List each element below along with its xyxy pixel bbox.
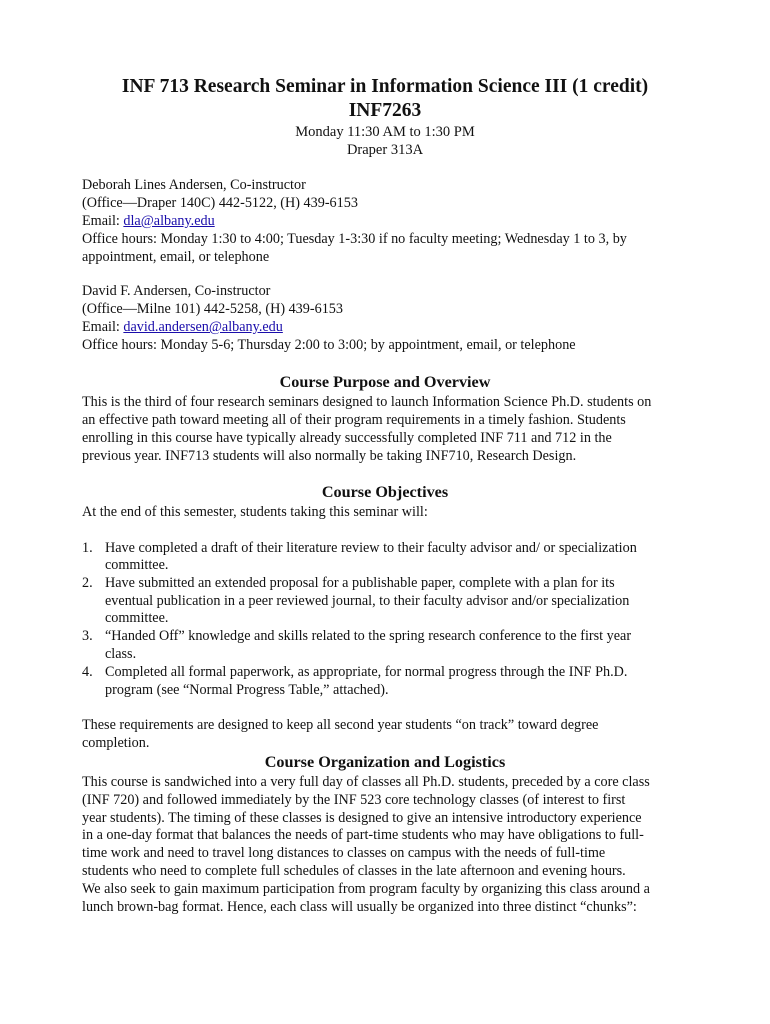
objectives-closing: These requirements are designed to keep all second year students “on track” toward degree	[82, 717, 599, 733]
objectives-intro: At the end of this semester, students taking this seminar will:	[82, 504, 428, 520]
course-code: INF7263	[348, 100, 422, 121]
instructor-2-email-link[interactable]: david.andersen@albany.edu	[123, 319, 283, 335]
list-item: committee.	[105, 557, 169, 573]
organization-line: students who need to complete full schedules of classes in the late afternoon and evening hours.	[82, 863, 626, 879]
list-item: Completed all formal paperwork, as appropriate, for normal progress through the INF Ph.D.	[105, 664, 628, 680]
organization-line: (INF 720) and followed immediately by the INF 523 core technology classes (of interest to first	[82, 792, 626, 808]
organization-heading: Course Organization and Logistics	[264, 753, 506, 771]
list-item: class.	[105, 646, 137, 662]
list-item: committee.	[105, 610, 169, 626]
objectives-heading: Course Objectives	[321, 483, 449, 501]
email-label: Email:	[82, 319, 124, 335]
objectives-closing: completion.	[82, 735, 150, 751]
purpose-line: enrolling in this course have typically already successfully completed INF 711 and 712 in the	[82, 430, 612, 446]
instructor-2-email-row	[82, 319, 283, 336]
instructor-2-office: (Office—Milne 101) 442-5258, (H) 439-6153	[82, 301, 343, 317]
purpose-line: an effective path toward meeting all of their program requirements in a timely fashion. Students	[82, 412, 626, 428]
course-location: Draper 313A	[346, 142, 424, 158]
instructor-1-email-link[interactable]: dla@albany.edu	[123, 213, 215, 229]
instructor-2-hours: Office hours: Monday 5-6; Thursday 2:00 to 3:00; by appointment, email, or telephone	[82, 337, 576, 353]
organization-line: year students). The timing of these classes is designed to give an intensive introductory experience	[82, 810, 642, 826]
instructor-1-email-row	[82, 213, 215, 230]
list-item: program (see “Normal Progress Table,” attached).	[105, 682, 389, 698]
organization-line: lunch brown-bag format. Hence, each class will usually be organized into three distinct “chunks”:	[82, 899, 637, 915]
list-number: 2.	[82, 575, 93, 591]
list-number: 3.	[82, 628, 93, 644]
organization-line: in a one-day format that balances the needs of part-time students who may have obligations to full-	[82, 827, 644, 843]
list-number: 1.	[82, 540, 93, 556]
list-item: eventual publication in a peer reviewed journal, to their faculty advisor and/or specialization	[105, 593, 630, 609]
instructor-1-name: Deborah Lines Andersen, Co-instructor	[82, 177, 306, 193]
instructor-1-office: (Office—Draper 140C) 442-5122, (H) 439-6153	[82, 195, 358, 211]
instructor-1-hours: Office hours: Monday 1:30 to 4:00; Tuesday 1-3:30 if no faculty meeting; Wednesday 1 to 3, by	[82, 231, 627, 247]
organization-line: This course is sandwiched into a very full day of classes all Ph.D. students, preceded by a core class	[82, 774, 650, 790]
organization-line: We also seek to gain maximum participation from program faculty by organizing this class around a	[82, 881, 650, 897]
course-title: INF 713 Research Seminar in Information Science III (1 credit)	[121, 76, 649, 97]
list-item: Have completed a draft of their literature review to their faculty advisor and/ or specialization	[105, 540, 637, 556]
email-label: Email:	[82, 213, 124, 229]
purpose-heading: Course Purpose and Overview	[279, 373, 491, 391]
list-item: Have submitted an extended proposal for a publishable paper, complete with a plan for its	[105, 575, 615, 591]
instructor-1-hours-cont: appointment, email, or telephone	[82, 249, 270, 265]
instructor-2-name: David F. Andersen, Co-instructor	[82, 283, 271, 299]
list-number: 4.	[82, 664, 93, 680]
organization-line: time work and need to travel long distances to classes on campus with the needs of full-time	[82, 845, 606, 861]
course-schedule: Monday 11:30 AM to 1:30 PM	[295, 124, 475, 140]
purpose-line: previous year. INF713 students will also normally be taking INF710, Research Design.	[82, 448, 577, 464]
purpose-line: This is the third of four research seminars designed to launch Information Science Ph.D. students on	[82, 394, 652, 410]
list-item: “Handed Off” knowledge and skills related to the spring research conference to the first year	[105, 628, 632, 644]
